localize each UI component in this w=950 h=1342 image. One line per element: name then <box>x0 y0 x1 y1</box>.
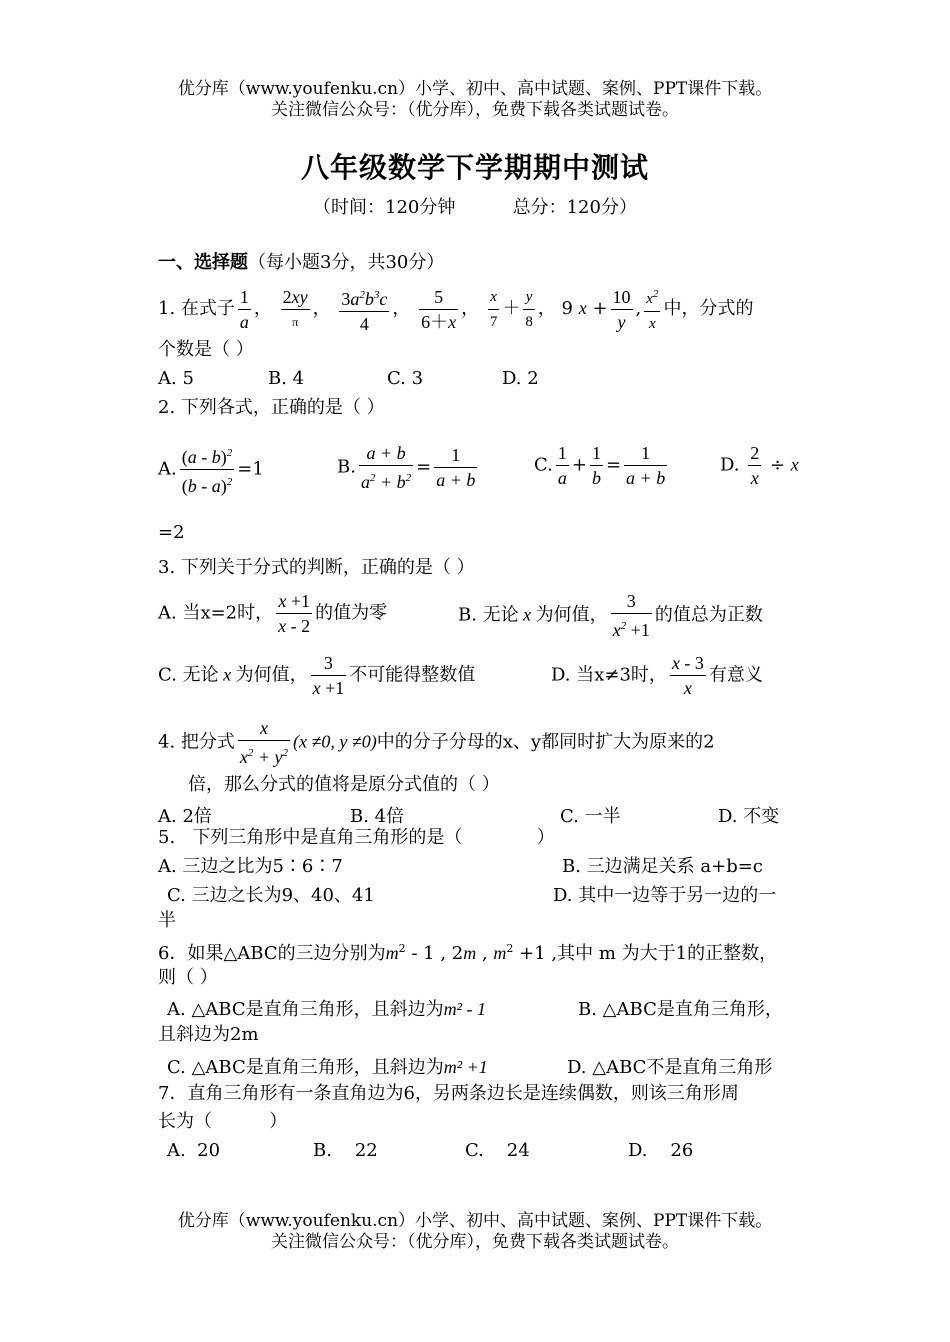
q4-option-d: D. 不变 <box>718 806 780 827</box>
q4-option-a: A. 2倍 <box>158 806 212 827</box>
q2-option-b: B. $\frac{a + b}{a^2 + b^2}$ = $\frac{1}{a + b}$ <box>337 443 476 492</box>
q1-expr-6: $\frac{10}{y}$ <box>612 286 631 332</box>
q3-c-post: 不可能得整数值 <box>349 664 476 686</box>
footer-line-1: 优分库（www.youfenku.cn）小学、初中、高中试题、案例、PPT课件下载。 <box>177 1211 773 1231</box>
q6-option-c <box>167 1053 488 1079</box>
section-title: 一、选择题 <box>158 252 248 273</box>
q2-a-label: A. <box>158 458 177 480</box>
q4-cont: 倍，那么分式的值将是原分式值的（ ） <box>188 774 500 795</box>
q5-option-a: A. 三边之比为5∶6∶7 <box>158 856 343 877</box>
q2-d-expr: $\frac{2}{x}$ <box>750 443 760 488</box>
q2-option-d: D. $\frac{2}{x}$ ÷ x <box>720 443 799 488</box>
q1-expr-3: $\frac{3a^2b^3c}{4}$ <box>339 283 389 336</box>
q7-option-d: D. 26 <box>628 1140 694 1161</box>
q6-option-d: D. △ABC不是直角三角形 <box>567 1057 773 1078</box>
q3-a-expr: $\frac{x +1}{x - 2}$ <box>278 591 311 636</box>
q7-option-a: A. 20 <box>167 1140 221 1161</box>
q1-option-b: B. 4 <box>268 368 305 389</box>
q4-suffix: 中的分子分母的x、y都同时扩大为原来的2 <box>376 731 715 753</box>
q6-stem: 6．如果△ABC的三边分别为$m^2 - 1$ , 2m , $m^2 +1$ ,其中 m 为大于1的正整数， <box>158 942 778 964</box>
q1-expr-5b: $\frac{y}{8}$ <box>523 285 535 334</box>
q2-option-a <box>158 441 264 498</box>
q4-cond: (x ≠0, y ≠0) <box>293 731 377 752</box>
q3-b-expr: $\frac{3}{x^2 +1}$ <box>612 591 650 640</box>
q1-expr-4: $\frac{5}{6+x}$ <box>421 286 457 332</box>
q4-option-c: C. 一半 <box>560 806 621 827</box>
q3-c-expr: $\frac{3}{x +1}$ <box>312 653 345 698</box>
q3-b-mid: 为何值， <box>535 604 608 626</box>
q3-b-post: 的值总为正数 <box>654 604 763 626</box>
q6-option-a <box>167 995 486 1021</box>
q1-prefix: 1. 在式子 <box>158 298 235 319</box>
q3-d-expr: $\frac{x - 3}{x}$ <box>671 653 704 698</box>
q6-c-val: m² +1 <box>443 1057 488 1077</box>
q7-option-c: C. 24 <box>465 1140 530 1161</box>
q6-option-b: B. △ABC是直角三角形， <box>578 999 783 1020</box>
q1-option-d: D. 2 <box>502 368 539 389</box>
q3-c-pre: C. 无论 <box>158 664 219 686</box>
q1-stem: 1. 在式子 $\frac{1}{a}$ ， $\frac{2xy}{\pi}$ ， $\frac{3a^2b^3c}{4}$ ， $\frac{5}{6+x}$ ， $\frac{x}{7}$ ＋ $\frac{y}{8}$ ， 9 x + $\frac{10}{y}$ , $\frac{x^2}{x}$ 中，分式的 <box>158 282 753 336</box>
q2-b-rhs: $\frac{1}{a + b}$ <box>436 445 476 490</box>
q5-option-b: B. 三边满足关系 a+b=c <box>562 856 763 877</box>
q1-cont: 个数是（ ） <box>158 339 254 360</box>
q2-a-expr: $\frac{(a - b)^2}{(b - a)^2}$ <box>180 441 235 498</box>
q3-d-pre: D. 当 <box>551 664 595 686</box>
q2-d-tail: =2 <box>158 522 185 543</box>
exam-title: 八年级数学下学期期中测试 <box>300 151 649 184</box>
q6-a-val: m² - 1 <box>443 999 487 1019</box>
q2-b-lhs: $\frac{a + b}{a^2 + b^2}$ <box>360 443 412 492</box>
header-line-1: 优分库（www.youfenku.cn）小学、初中、高中试题、案例、PPT课件下载。 <box>177 79 773 99</box>
section-note: （每小题3分，共30分） <box>248 252 445 273</box>
q3-a-post: 的值为零 <box>315 602 388 624</box>
q1-option-a: A. 5 <box>158 368 194 389</box>
footer-line-2: 关注微信公众号：（优分库），免费下载各类试题试卷。 <box>271 1232 679 1252</box>
q1-expr-1: $\frac{1}{a}$ <box>239 286 249 332</box>
q5-option-d: D. 其中一边等于另一边的一 <box>553 885 777 906</box>
q2-c-t1: $\frac{1}{a}$ <box>557 443 567 488</box>
exam-subtitle: （时间：120分钟 总分：120分） <box>313 197 637 218</box>
q2-c-label: C. <box>534 454 553 476</box>
q3-a-cond: x=2时， <box>200 602 274 624</box>
q6-stem-post: 其中 m 为大于1的正整数， <box>557 943 778 964</box>
section-heading <box>158 251 444 275</box>
q2-c-rhs: $\frac{1}{a + b}$ <box>626 443 666 488</box>
q3-option-d <box>551 651 763 700</box>
q6-b-cont: 且斜边为2m <box>158 1024 259 1045</box>
q6-stem-cont: 则（ ） <box>158 967 218 988</box>
q1-expr-5a: $\frac{x}{7}$ <box>488 285 500 334</box>
q2-c-t2: $\frac{1}{b}$ <box>591 443 601 488</box>
q2-d-label: D. <box>720 454 740 476</box>
q2-b-label: B. <box>337 456 356 478</box>
q3-a-pre: A. 当 <box>158 602 201 624</box>
q1-expr-2: $\frac{2xy}{\pi}$ <box>282 286 308 329</box>
q7-cont: 长为（ ） <box>158 1111 288 1132</box>
q7-stem: 7．直角三角形有一条直角边为6，另两条边长是连续偶数，则该三角形周 <box>158 1083 739 1104</box>
q3-option-a <box>158 589 387 638</box>
q1-suffix: 中，分式的 <box>663 298 754 319</box>
q6-stem-pre: 6．如果△ABC的三边分别为 <box>158 943 386 964</box>
q1-expr-7: $\frac{x^2}{x}$ <box>644 282 660 336</box>
q3-option-c: C. 无论 x 为何值， $\frac{3}{x +1}$ 不可能得整数值 <box>158 653 476 698</box>
q2-option-c: C. $\frac{1}{a}$ + $\frac{1}{b}$ = $\frac{1}{a + b}$ <box>534 443 666 488</box>
q3-c-mid: 为何值， <box>235 664 308 686</box>
q3-d-post: 有意义 <box>708 664 763 686</box>
q4-prefix: 4. 把分式 <box>158 731 235 753</box>
q5-option-c: C. 三边之长为9、40、41 <box>167 885 375 906</box>
header-line-2: 关注微信公众号：（优分库），免费下载各类试题试卷。 <box>271 100 679 120</box>
q6-c-text: C. △ABC是直角三角形，且斜边为 <box>167 1057 444 1078</box>
q4-expr: $\frac{x}{x^2 + y^2}$ <box>239 718 289 767</box>
q2-a-rhs: =1 <box>237 458 264 480</box>
q5-stem: 5. 下列三角形中是直角三角形的是（ ） <box>158 827 555 848</box>
q7-option-b: B. 22 <box>313 1140 378 1161</box>
q4-stem <box>158 716 715 769</box>
q3-b-pre: B. 无论 <box>458 604 519 626</box>
q4-option-b: B. 4倍 <box>350 806 405 827</box>
q3-d-cond: x≠3时， <box>594 664 667 686</box>
q1-option-c: C. 3 <box>387 368 424 389</box>
q3-stem: 3. 下列关于分式的判断，正确的是（ ） <box>158 557 475 578</box>
q5-d-cont: 半 <box>158 910 176 931</box>
q3-option-b: B. 无论 x 为何值， $\frac{3}{x^2 +1}$ 的值总为正数 <box>458 591 763 640</box>
q2-stem: 2. 下列各式，正确的是（ ） <box>158 397 385 418</box>
q6-a-text: A. △ABC是直角三角形，且斜边为 <box>167 999 444 1020</box>
